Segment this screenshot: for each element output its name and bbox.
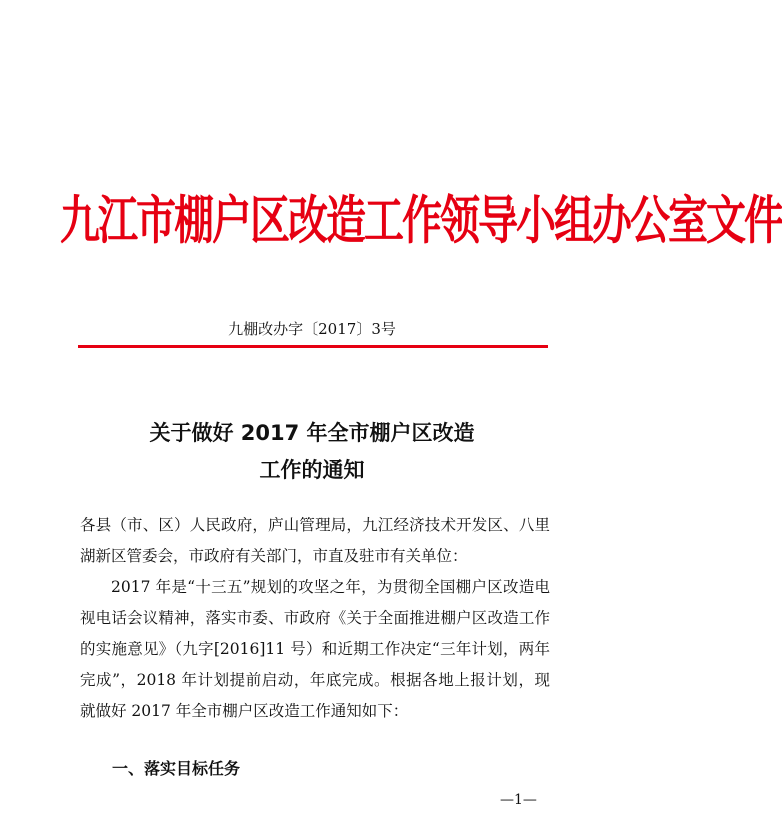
document-title-line-1: 关于做好 2017 年全市棚户区改造 <box>149 421 475 445</box>
recipients-paragraph: 各县（市、区）人民政府，庐山管理局，九江经济技术开发区、八里湖新区管委会，市政府有关部门，市直及驻市有关单位： <box>80 516 550 565</box>
section-heading: 一、落实目标任务 <box>112 759 241 778</box>
red-divider-line <box>78 345 548 348</box>
document-title-line-2: 工作的通知 <box>259 458 365 482</box>
body-paragraph: 2017 年是“十三五”规划的攻坚之年，为贯彻全国棚户区改造电视电话会议精神，落实市委、市政府《关于全面推进棚户区改造工作的实施意见》（九字[2016]11 号）和近期工作决定“三年计划，两年完成”，2018 年计划提前启动，年底完成。根据各地上报计划，现就做好 2017 年全市棚户区改造工作通知如下： <box>80 578 550 720</box>
document-red-header: 九江市棚户区改造工作领导小组办公室文件 <box>60 190 782 252</box>
document-number: 九棚改办字〔2017〕3号 <box>228 320 396 338</box>
page-number: —1— <box>500 792 537 808</box>
document-body <box>80 510 550 727</box>
